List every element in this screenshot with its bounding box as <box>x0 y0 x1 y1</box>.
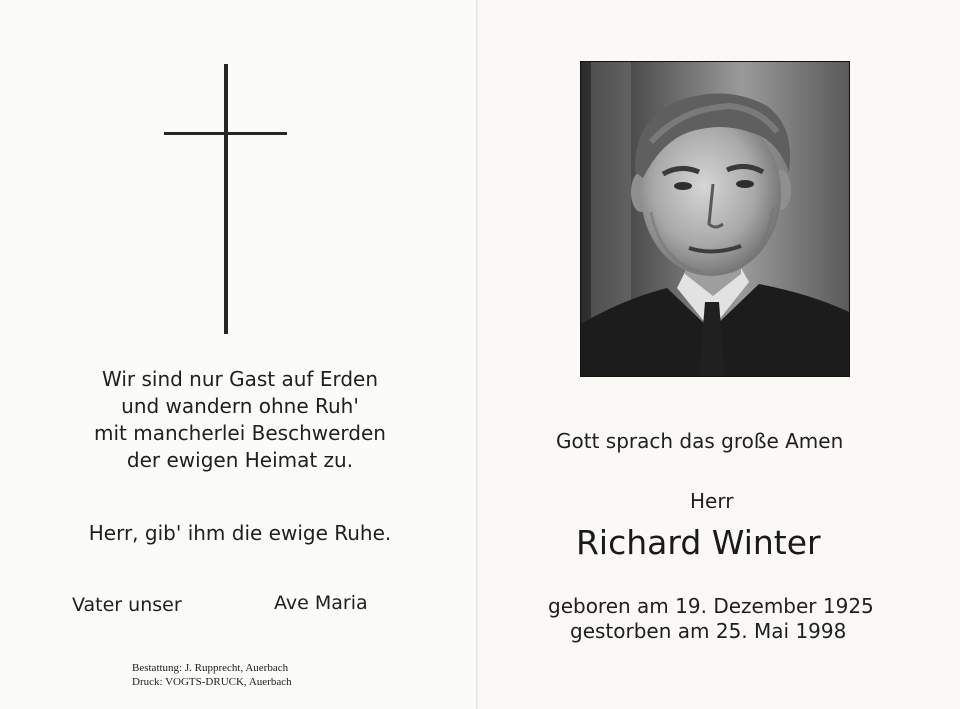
prayer-vater-unser: Vater unser <box>72 594 182 616</box>
poem-line: Wir sind nur Gast auf Erden <box>102 367 378 391</box>
prayer-ave-maria: Ave Maria <box>274 592 368 614</box>
cross-icon-bar <box>164 132 287 135</box>
deceased-name: Richard Winter <box>576 523 821 562</box>
left-panel <box>0 0 478 709</box>
poem-line: und wandern ohne Ruh' <box>121 394 359 418</box>
life-dates <box>548 594 874 644</box>
poem-line: der ewigen Heimat zu. <box>126 448 354 472</box>
birth-date: geboren am 19. Dezember 1925 <box>548 594 874 618</box>
credits <box>132 661 292 689</box>
poem-line: mit mancherlei Beschwerden <box>94 421 386 445</box>
prayer-line: Herr, gib' ihm die ewige Ruhe. <box>88 521 392 545</box>
cross-icon <box>224 64 228 334</box>
credit-funeral-home: Bestattung: J. Rupprecht, Auerbach <box>132 662 289 674</box>
poem <box>40 366 440 474</box>
quote: Gott sprach das große Amen <box>556 429 844 453</box>
credit-printer: Druck: VOGTS-DRUCK, Auerbach <box>132 676 292 688</box>
honorific: Herr <box>690 489 734 513</box>
death-date: gestorben am 25. Mai 1998 <box>570 619 847 643</box>
portrait-photo <box>580 61 850 377</box>
